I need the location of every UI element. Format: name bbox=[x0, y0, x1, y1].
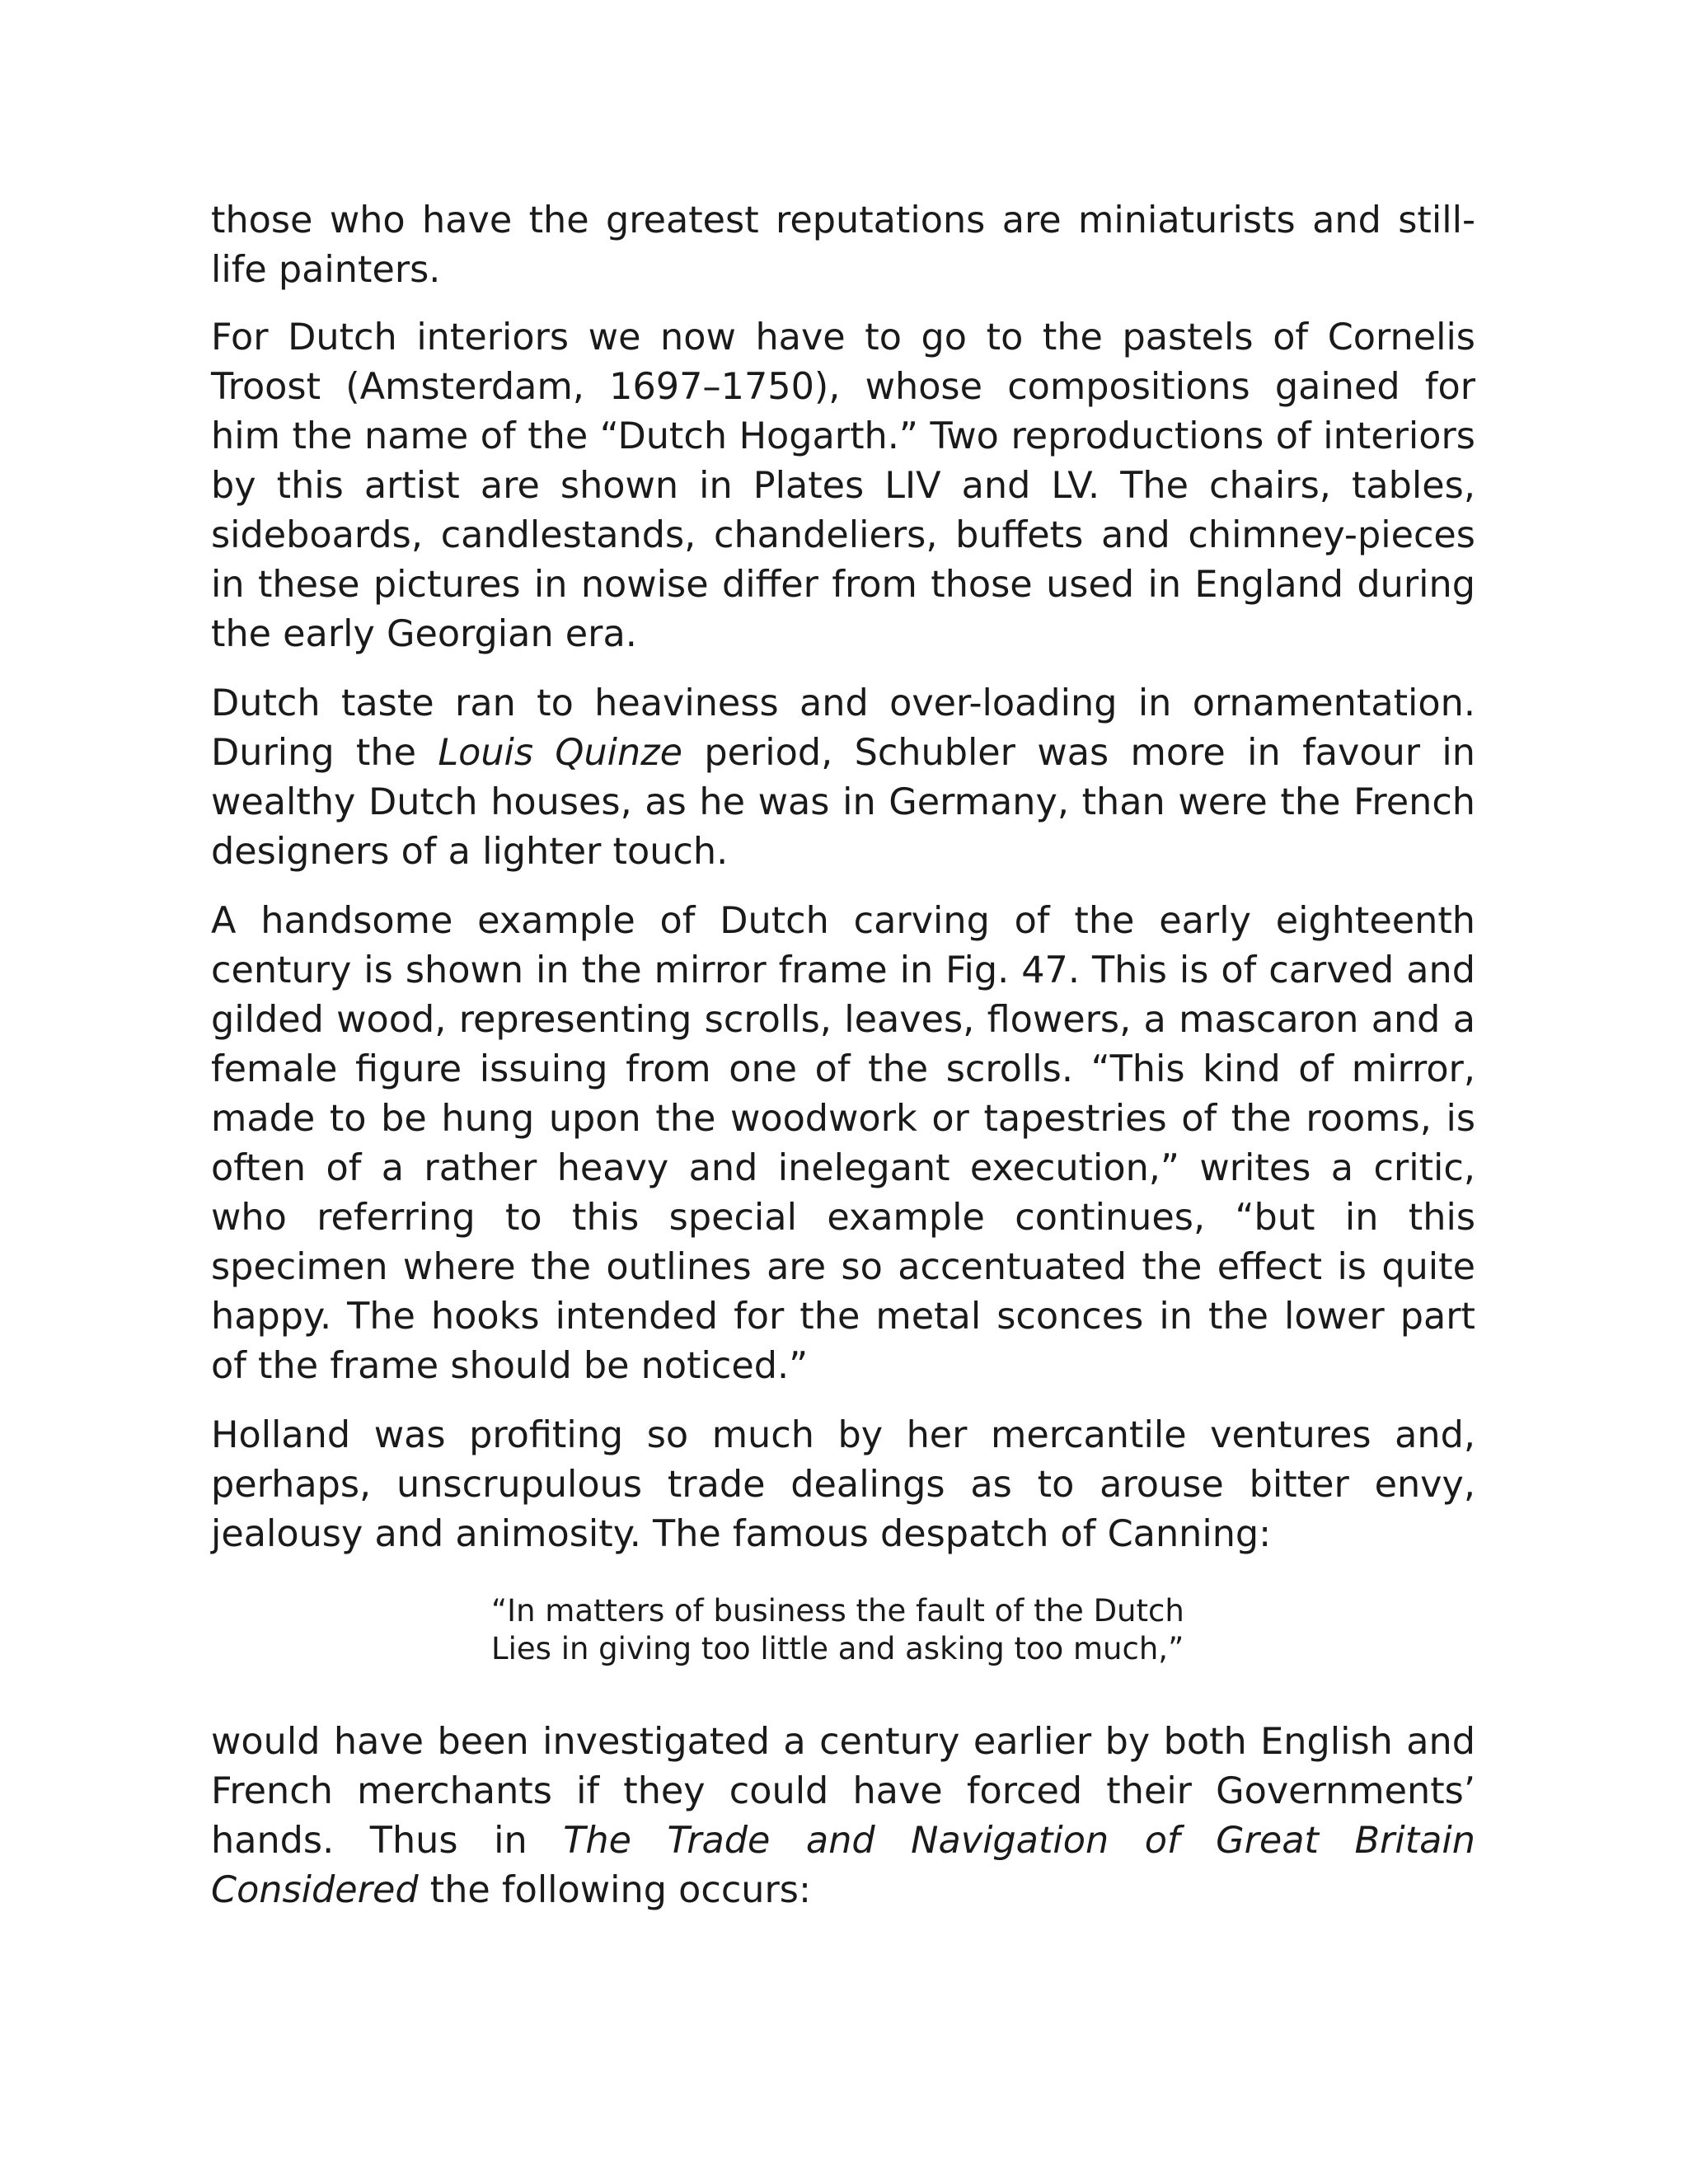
paragraph-1: those who have the greatest reputations are miniaturists and still-life painters. bbox=[211, 199, 1475, 291]
block-quote bbox=[491, 1592, 1475, 1668]
paragraph-3-italic: Louis Quinze bbox=[438, 732, 682, 774]
paragraph-2: For Dutch interiors we now have to go to the pastels of Cornelis Troost (Amsterdam, 1697–1750), whose compositions gained for him the name of the “Dutch Hogarth.” Two reproductions of interiors by this artist are shown in Plates LIV and LV. The chairs, tables, sideboards, candlestands, chandeliers, buffets and chimney-pieces in these pictures in nowise differ from those used in England during the early Georgian era. bbox=[211, 316, 1475, 655]
paragraph-3-text-a: Dutch taste ran to heaviness and over-loading in ornamentation. During the bbox=[211, 682, 1475, 774]
paragraph-6-italic: The Trade and Navigation of Great Britain Considered bbox=[211, 1820, 1476, 1911]
paragraph-6-text-a: would have been investigated a century earlier by both English and French merchants if they could have forced their Governments’ hands. Thus in bbox=[211, 1721, 1475, 1862]
quote-line-1: “In matters of business the fault of the Dutch bbox=[491, 1593, 1184, 1629]
paragraph-5: Holland was profiting so much by her mercantile ventures and, perhaps, unscrupulous trade dealings as to arouse bitter envy, jealousy and animosity. The famous despatch of Canning: bbox=[211, 1414, 1475, 1555]
quote-line-2: Lies in giving too little and asking too much,” bbox=[491, 1631, 1184, 1666]
page-body bbox=[211, 196, 1475, 1935]
paragraph-4: A handsome example of Dutch carving of the early eighteenth century is shown in the mirror frame in Fig. 47. This is of carved and gilded wood, representing scrolls, leaves, flowers, a mascaron and a female figure issuing from one of the scrolls. “This kind of mirror, made to be hung upon the woodwork or tapestries of the rooms, is often of a rather heavy and inelegant execution,” writes a critic, who referring to this special example continues, “but in this specimen where the outlines are so accentuated the effect is quite happy. The hooks intended for the metal sconces in the lower part of the frame should be noticed.” bbox=[211, 900, 1475, 1387]
paragraph-3 bbox=[211, 679, 1475, 877]
paragraph-6-text-b: the following occurs: bbox=[418, 1869, 811, 1911]
paragraph-3-text-b: period, Schubler was more in favour in wealthy Dutch houses, as he was in Germany, than were the French designers of a lighter touch. bbox=[211, 732, 1475, 873]
paragraph-6 bbox=[211, 1718, 1475, 1915]
